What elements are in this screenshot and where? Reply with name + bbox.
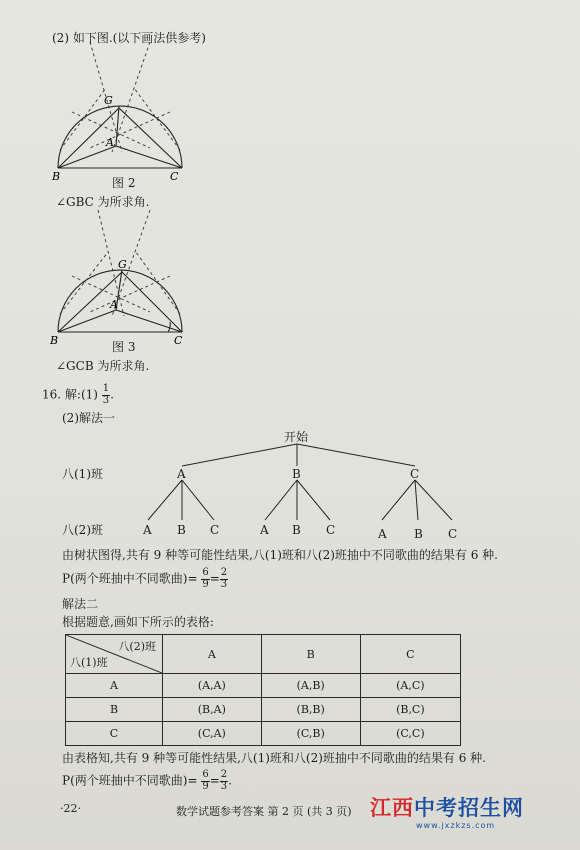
tree-l1-a: A	[177, 467, 186, 481]
fig2-label-c: C	[170, 170, 179, 183]
prob1-frac-2	[220, 568, 228, 590]
table-row	[66, 722, 461, 746]
table-col-header: 八(2)班	[118, 640, 156, 653]
table-col-c: C	[360, 635, 460, 674]
table-summary: 由表格知,共有 9 种等可能性结果,八(1)班和八(2)班抽中不同歌曲的结果有 6 种.	[62, 751, 486, 765]
tree-l1-c: C	[410, 467, 420, 481]
prob1-eq: =	[209, 571, 220, 586]
prob2-eq: =	[209, 773, 220, 788]
table-col-b: B	[261, 635, 360, 674]
tree-summary: 由树状图得,共有 9 种等可能性结果,八(1)班和八(2)班抽中不同歌曲的结果有 6 种.	[62, 548, 498, 562]
fig3-line-ca	[116, 310, 182, 332]
table-cell: (C,A)	[163, 722, 262, 746]
tree-l2-ac: C	[210, 523, 220, 537]
prob1-label: P(两个班抽中不同歌曲)=	[62, 571, 198, 586]
fig3-dashed-6	[136, 252, 180, 314]
logo-url[interactable]: www.jxzkzs.com	[416, 821, 496, 830]
fig2-caption: 图 2	[112, 176, 136, 190]
tree-l2-aa: A	[143, 523, 152, 537]
prob2-suffix: .	[228, 773, 232, 788]
outcome-table	[65, 634, 461, 746]
fig2-line-ba	[58, 146, 116, 168]
table-row	[66, 674, 461, 698]
q16-answer-suffix: .	[110, 387, 114, 402]
fig2-dashed-4	[90, 112, 170, 148]
table-cell: (A,B)	[261, 674, 360, 698]
q16-prefix: 16. 解:(1)	[42, 387, 98, 402]
table-row-header: 八(1)班	[70, 656, 108, 669]
table-row-label: B	[66, 698, 163, 722]
fig2-label-a: A	[106, 136, 114, 149]
prob2-frac-2	[220, 770, 228, 792]
table-cell: (A,A)	[163, 674, 262, 698]
table-row-label: A	[66, 674, 163, 698]
prob-line-2	[62, 770, 232, 792]
prob1-n2: 2	[220, 567, 228, 578]
fig2-dashed-3	[112, 42, 150, 152]
fig2-label-g: G	[104, 94, 113, 107]
prob1-frac-1	[201, 568, 209, 590]
table-cell: (B,B)	[261, 698, 360, 722]
method2-intro: 根据题意,画如下所示的表格:	[62, 615, 214, 629]
tree-row1-label: 八(1)班	[62, 467, 103, 481]
tree-start: 开始	[284, 430, 309, 444]
table-row	[66, 698, 461, 722]
tree-l2-ca: A	[378, 527, 387, 541]
tree-l2-cb: B	[414, 527, 423, 541]
logo-part2: 中考招生网	[414, 796, 524, 820]
prob2-label: P(两个班抽中不同歌曲)=	[62, 773, 198, 788]
footer-center: 数学试题参考答案 第 2 页 (共 3 页)	[176, 805, 352, 818]
q16-part1	[42, 384, 114, 406]
prob2-d2: 3	[220, 780, 228, 792]
logo-part1: 江西	[370, 796, 414, 820]
method1-title: (2)解法一	[62, 411, 115, 425]
site-logo[interactable]	[370, 798, 524, 830]
table-col-a: A	[163, 635, 262, 674]
fig2-dashed-6	[134, 88, 180, 150]
part2-intro: (2) 如下图.(以下画法供参考)	[52, 31, 206, 45]
fig2-dashed-5	[60, 88, 106, 150]
prob2-n2: 2	[220, 769, 228, 780]
q16-answer-fraction	[102, 384, 110, 406]
method2-title: 解法二	[62, 597, 99, 611]
fig3-line-cg	[122, 272, 182, 332]
tree-l2-ab: B	[177, 523, 186, 537]
tree-row2-label: 八(2)班	[62, 523, 103, 537]
tree-l2-bb: B	[292, 523, 301, 537]
prob1-n1: 6	[202, 567, 209, 578]
tree-l2-bc: C	[326, 523, 336, 537]
fig3-line-ba	[58, 310, 116, 332]
tree-l2-ba: A	[260, 523, 269, 537]
prob2-d1: 9	[202, 780, 209, 792]
tree-diagram-lines	[148, 444, 452, 520]
fig3-caption: 图 3	[112, 340, 136, 354]
table-cell: (B,C)	[360, 698, 460, 722]
fig3-label-c: C	[174, 334, 183, 347]
prob2-n1: 6	[202, 769, 209, 780]
fig3-label-g: G	[118, 258, 127, 271]
table-cell: (B,A)	[163, 698, 262, 722]
fig3-label-b: B	[50, 334, 59, 347]
fig3-dashed-5	[60, 252, 108, 314]
prob2-frac-1	[201, 770, 209, 792]
table-cell: (C,C)	[360, 722, 460, 746]
prob-line-1	[62, 568, 228, 590]
table-corner-header	[66, 635, 163, 674]
table-row-label: C	[66, 722, 163, 746]
fig2-conclusion: ∠GBC 为所求角.	[56, 195, 150, 209]
tree-l2-cc: C	[448, 527, 458, 541]
q16-answer-den: 3	[102, 394, 110, 406]
footer-page-num: ·22·	[60, 802, 81, 815]
fig3-conclusion: ∠GCB 为所求角.	[56, 359, 150, 373]
fig3-dashed-4	[90, 276, 170, 312]
tree-l1-b: B	[292, 467, 301, 481]
prob1-d2: 3	[220, 578, 228, 590]
fig3-label-a: A	[110, 298, 118, 311]
prob1-d1: 9	[202, 578, 209, 590]
table-cell: (A,C)	[360, 674, 460, 698]
q16-answer-num: 1	[102, 383, 110, 394]
fig2-label-b: B	[52, 170, 61, 183]
fig2-line-ca	[116, 146, 182, 168]
table-cell: (C,B)	[261, 722, 360, 746]
